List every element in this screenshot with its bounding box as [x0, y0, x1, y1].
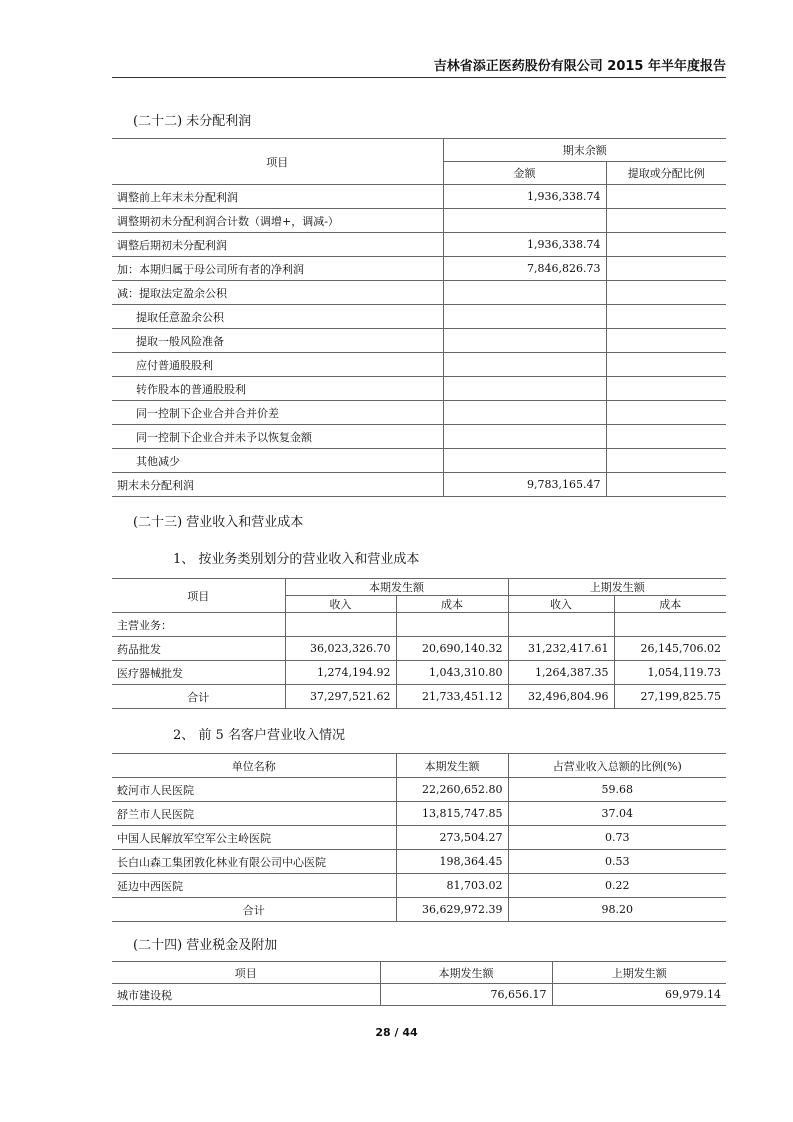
page-number: 28 / 44: [375, 1026, 418, 1039]
table-header-row: [112, 754, 726, 778]
table-row: [112, 281, 726, 305]
table-row-total: [112, 898, 726, 922]
row-amount: [443, 329, 606, 353]
row-ratio: [606, 353, 726, 377]
col-header-ratio: 占营业收入总额的比例(%): [508, 754, 726, 778]
row-ratio: [606, 473, 726, 497]
row-label: 药品批发: [112, 637, 285, 661]
col-header-prior-period: 上期发生额: [552, 962, 726, 984]
row-label: 医疗器械批发: [112, 661, 285, 685]
col-header-current-period: 本期发生额: [285, 579, 508, 596]
table-row: [112, 329, 726, 353]
page-header: [112, 55, 726, 78]
prior-income: [508, 613, 614, 637]
customer-name: 蛟河市人民医院: [112, 778, 396, 802]
customer-amount: 13,815,747.85: [396, 802, 508, 826]
table-row: [112, 425, 726, 449]
row-ratio: [606, 257, 726, 281]
row-label: 提取任意盈余公积: [112, 305, 443, 329]
col-header-period-end: 期末余额: [443, 139, 726, 162]
prior-cost: 27,199,825.75: [614, 685, 726, 709]
col-header-item: 项目: [112, 579, 285, 613]
prior-income: 1,264,387.35: [508, 661, 614, 685]
row-label: 期末未分配利润: [112, 473, 443, 497]
table-header-row: [112, 962, 726, 984]
customer-amount: 198,364.45: [396, 850, 508, 874]
col-header-cost: 成本: [614, 596, 726, 613]
col-header-income: 收入: [508, 596, 614, 613]
table-row: [112, 233, 726, 257]
current-cost: [396, 613, 508, 637]
table-row: [112, 209, 726, 233]
customer-ratio: 59.68: [508, 778, 726, 802]
row-amount: [443, 377, 606, 401]
current-cost: 1,043,310.80: [396, 661, 508, 685]
table-row: [112, 401, 726, 425]
current-income: 1,274,194.92: [285, 661, 396, 685]
current-cost: 20,690,140.32: [396, 637, 508, 661]
row-ratio: [606, 401, 726, 425]
row-amount: [443, 209, 606, 233]
table-row: [112, 826, 726, 850]
table-row: [112, 637, 726, 661]
row-amount: 9,783,165.47: [443, 473, 606, 497]
customer-name: 长白山森工集团敦化林业有限公司中心医院: [112, 850, 396, 874]
row-label: 调整前上年末未分配利润: [112, 185, 443, 209]
col-header-item: 项目: [112, 139, 443, 185]
row-label: 应付普通股股利: [112, 353, 443, 377]
col-header-income: 收入: [285, 596, 396, 613]
table-row: [112, 613, 726, 637]
table-row: [112, 473, 726, 497]
col-header-current-period: 本期发生额: [380, 962, 552, 984]
row-ratio: [606, 377, 726, 401]
table-row: [112, 661, 726, 685]
table-row-total: [112, 685, 726, 709]
row-label: 合计: [112, 685, 285, 709]
customer-name: 延边中西医院: [112, 874, 396, 898]
row-label: 主营业务：: [112, 613, 285, 637]
row-ratio: [606, 329, 726, 353]
current-income: [285, 613, 396, 637]
prior-cost: 1,054,119.73: [614, 661, 726, 685]
revenue-cost-table: [112, 578, 726, 709]
customer-amount: 81,703.02: [396, 874, 508, 898]
current-amount: 76,656.17: [380, 984, 552, 1006]
row-amount: 1,936,338.74: [443, 185, 606, 209]
row-amount: [443, 425, 606, 449]
customer-ratio: 98.20: [508, 898, 726, 922]
customer-ratio: 37.04: [508, 802, 726, 826]
customer-amount: 273,504.27: [396, 826, 508, 850]
col-header-amount: 本期发生额: [396, 754, 508, 778]
current-income: 37,297,521.62: [285, 685, 396, 709]
col-header-amount: 金额: [443, 162, 606, 185]
prior-income: 32,496,804.96: [508, 685, 614, 709]
col-header-prior-period: 上期发生额: [508, 579, 726, 596]
prior-amount: 69,979.14: [552, 984, 726, 1006]
table-row: [112, 778, 726, 802]
row-label: 减：提取法定盈余公积: [112, 281, 443, 305]
row-label: 同一控制下企业合并合并价差: [112, 401, 443, 425]
row-ratio: [606, 425, 726, 449]
customer-amount: 22,260,652.80: [396, 778, 508, 802]
row-amount: 1,936,338.74: [443, 233, 606, 257]
row-ratio: [606, 209, 726, 233]
row-amount: [443, 353, 606, 377]
table-row: [112, 850, 726, 874]
col-header-unit: 单位名称: [112, 754, 396, 778]
current-cost: 21,733,451.12: [396, 685, 508, 709]
section-title-22: (二十二) 未分配利润: [133, 114, 252, 129]
row-label: 加：本期归属于母公司所有者的净利润: [112, 257, 443, 281]
subsection-title-1: 1、 按业务类别划分的营业收入和营业成本: [173, 552, 420, 567]
subsection-title-2: 2、 前 5 名客户营业收入情况: [173, 728, 345, 743]
prior-cost: [614, 613, 726, 637]
prior-cost: 26,145,706.02: [614, 637, 726, 661]
row-ratio: [606, 305, 726, 329]
customer-name: 舒兰市人民医院: [112, 802, 396, 826]
table-row: [112, 305, 726, 329]
customer-amount: 36,629,972.39: [396, 898, 508, 922]
customer-ratio: 0.53: [508, 850, 726, 874]
row-label: 调整期初未分配利润合计数（调增+，调减-）: [112, 209, 443, 233]
table-row: [112, 874, 726, 898]
row-amount: [443, 281, 606, 305]
customer-ratio: 0.73: [508, 826, 726, 850]
table-row: [112, 257, 726, 281]
prior-income: 31,232,417.61: [508, 637, 614, 661]
col-header-cost: 成本: [396, 596, 508, 613]
report-title: 吉林省添正医药股份有限公司 2015 年半年度报告: [433, 59, 726, 74]
section-title-23: (二十三) 营业收入和营业成本: [133, 515, 304, 530]
row-label: 城市建设税: [112, 984, 380, 1006]
customer-name: 合计: [112, 898, 396, 922]
top5-customers-table: [112, 753, 726, 922]
row-ratio: [606, 185, 726, 209]
table-row: [112, 377, 726, 401]
table-row: [112, 802, 726, 826]
row-amount: [443, 401, 606, 425]
undistributed-profit-table: [112, 138, 726, 497]
row-label: 调整后期初未分配利润: [112, 233, 443, 257]
current-income: 36,023,326.70: [285, 637, 396, 661]
section-title-24: (二十四) 营业税金及附加: [133, 938, 278, 953]
row-label: 转作股本的普通股股利: [112, 377, 443, 401]
row-label: 其他减少: [112, 449, 443, 473]
row-amount: [443, 449, 606, 473]
row-ratio: [606, 233, 726, 257]
row-label: 同一控制下企业合并未予以恢复金额: [112, 425, 443, 449]
table-row: [112, 984, 726, 1006]
table-row: [112, 353, 726, 377]
customer-ratio: 0.22: [508, 874, 726, 898]
row-label: 提取一般风险准备: [112, 329, 443, 353]
row-amount: 7,846,826.73: [443, 257, 606, 281]
row-ratio: [606, 449, 726, 473]
col-header-ratio: 提取或分配比例: [606, 162, 726, 185]
business-tax-table: [112, 961, 726, 1006]
row-ratio: [606, 281, 726, 305]
table-row: [112, 185, 726, 209]
row-amount: [443, 305, 606, 329]
customer-name: 中国人民解放军空军公主岭医院: [112, 826, 396, 850]
col-header-item: 项目: [112, 962, 380, 984]
table-row: [112, 449, 726, 473]
